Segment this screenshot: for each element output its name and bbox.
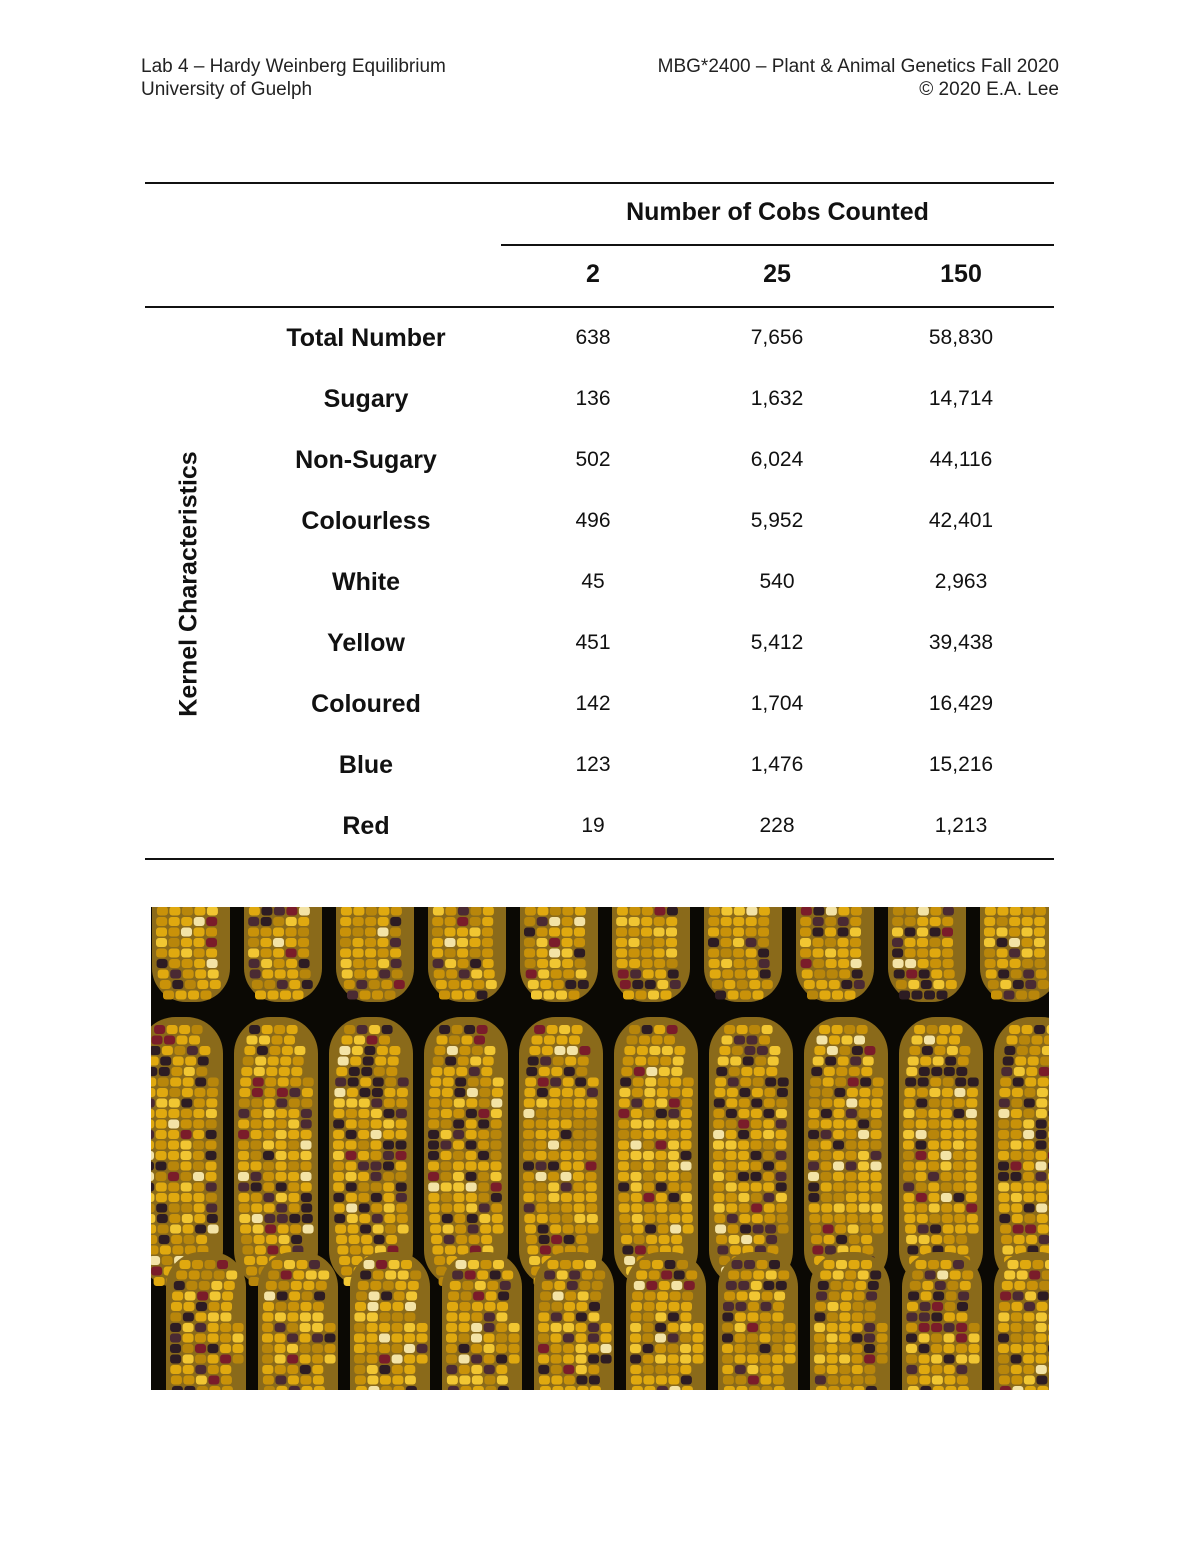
- corn-cob: [151, 1017, 223, 1287]
- cell-value: 42,401: [928, 509, 994, 532]
- corn-cob: [709, 1017, 793, 1287]
- row-label: Colourless: [301, 507, 431, 535]
- cell-value: 39,438: [928, 631, 994, 654]
- corn-cob: [718, 1252, 798, 1390]
- row-label: Blue: [338, 751, 394, 779]
- cell-value: 1,476: [750, 753, 804, 776]
- row-label: Non-Sugary: [295, 446, 437, 474]
- corn-cob: [994, 1017, 1049, 1287]
- cell-value: 14,714: [928, 387, 994, 410]
- side-label-text: Kernel Characteristics: [174, 451, 203, 717]
- corn-cob: [888, 907, 966, 1002]
- corn-cob: [612, 907, 690, 1002]
- corn-cob: [336, 907, 414, 1002]
- corn-cob: [350, 1252, 430, 1390]
- column-spanner-heading: Number of Cobs Counted: [626, 198, 929, 226]
- cell-value: 451: [575, 631, 611, 654]
- table-row: [145, 621, 1054, 682]
- corn-cob: [152, 907, 230, 1002]
- corn-cobs-photo: [151, 907, 1049, 1390]
- corn-cob: [424, 1017, 508, 1287]
- corn-cob: [244, 907, 322, 1002]
- table-row: [145, 743, 1054, 804]
- corn-cob: [704, 907, 782, 1002]
- cell-value: 496: [575, 509, 611, 532]
- table-row: [145, 438, 1054, 499]
- row-label: Total Number: [286, 324, 446, 352]
- row-label: Sugary: [323, 385, 409, 413]
- corn-cob: [534, 1252, 614, 1390]
- corn-cob: [428, 907, 506, 1002]
- column-header-25: 25: [763, 260, 791, 288]
- corn-cob: [980, 907, 1049, 1002]
- table-row: [145, 682, 1054, 743]
- corn-cob: [899, 1017, 983, 1287]
- table-row: [145, 499, 1054, 560]
- header-left: [141, 55, 446, 101]
- cell-value: 142: [575, 692, 611, 715]
- university-name: University of Guelph: [141, 79, 313, 100]
- corn-cobs-illustration: [151, 907, 1049, 1390]
- cell-value: 7,656: [750, 326, 804, 349]
- cell-value: 5,412: [750, 631, 804, 654]
- table-row: [145, 377, 1054, 438]
- lab-title: Lab 4 – Hardy Weinberg Equilibrium: [141, 56, 446, 77]
- row-label: Coloured: [311, 690, 421, 718]
- cell-value: 1,213: [934, 814, 988, 837]
- cell-value: 44,116: [929, 448, 993, 471]
- cell-value: 228: [759, 814, 795, 837]
- corn-cob: [329, 1017, 413, 1287]
- course-title: MBG*2400 – Plant & Animal Genetics Fall 2020: [657, 56, 1059, 77]
- cell-value: 2,963: [934, 570, 988, 593]
- row-label: White: [331, 568, 401, 596]
- cell-value: 1,632: [750, 387, 804, 410]
- cell-value: 15,216: [928, 753, 994, 776]
- table-top-rule: [145, 182, 1054, 184]
- corn-cob: [994, 1252, 1049, 1390]
- cell-value: 136: [575, 387, 611, 410]
- corn-cob: [520, 907, 598, 1002]
- corn-cob: [626, 1252, 706, 1390]
- table-bottom-rule: [145, 858, 1054, 860]
- corn-cob: [519, 1017, 603, 1287]
- cell-value: 1,704: [750, 692, 804, 715]
- copyright: © 2020 E.A. Lee: [919, 79, 1059, 100]
- corn-cob: [614, 1017, 698, 1287]
- corn-cob: [902, 1252, 982, 1390]
- cell-value: 6,024: [750, 448, 804, 471]
- table-row: [145, 560, 1054, 621]
- table-row: [145, 316, 1054, 377]
- table-row: [145, 804, 1054, 865]
- row-label: Red: [342, 812, 390, 840]
- corn-cob: [234, 1017, 318, 1287]
- corn-cob: [258, 1252, 338, 1390]
- corn-cob: [804, 1017, 888, 1287]
- cell-value: 58,830: [928, 326, 994, 349]
- cell-value: 16,429: [928, 692, 994, 715]
- corn-cob: [796, 907, 874, 1002]
- cell-value: 19: [581, 814, 605, 837]
- spanner-rule: [501, 244, 1054, 246]
- corn-cob: [442, 1252, 522, 1390]
- header-bottom-rule: [145, 306, 1054, 308]
- cell-value: 45: [581, 570, 605, 593]
- cell-value: 540: [759, 570, 795, 593]
- row-label: Yellow: [327, 629, 405, 657]
- corn-cob: [166, 1252, 246, 1390]
- cell-value: 638: [575, 326, 611, 349]
- cell-value: 123: [575, 753, 611, 776]
- corn-cob: [810, 1252, 890, 1390]
- cell-value: 5,952: [750, 509, 804, 532]
- header-right: [658, 55, 1059, 101]
- column-header-2: 2: [586, 260, 600, 288]
- cell-value: 502: [575, 448, 611, 471]
- table-body: [145, 316, 1054, 865]
- column-header-150: 150: [940, 260, 982, 288]
